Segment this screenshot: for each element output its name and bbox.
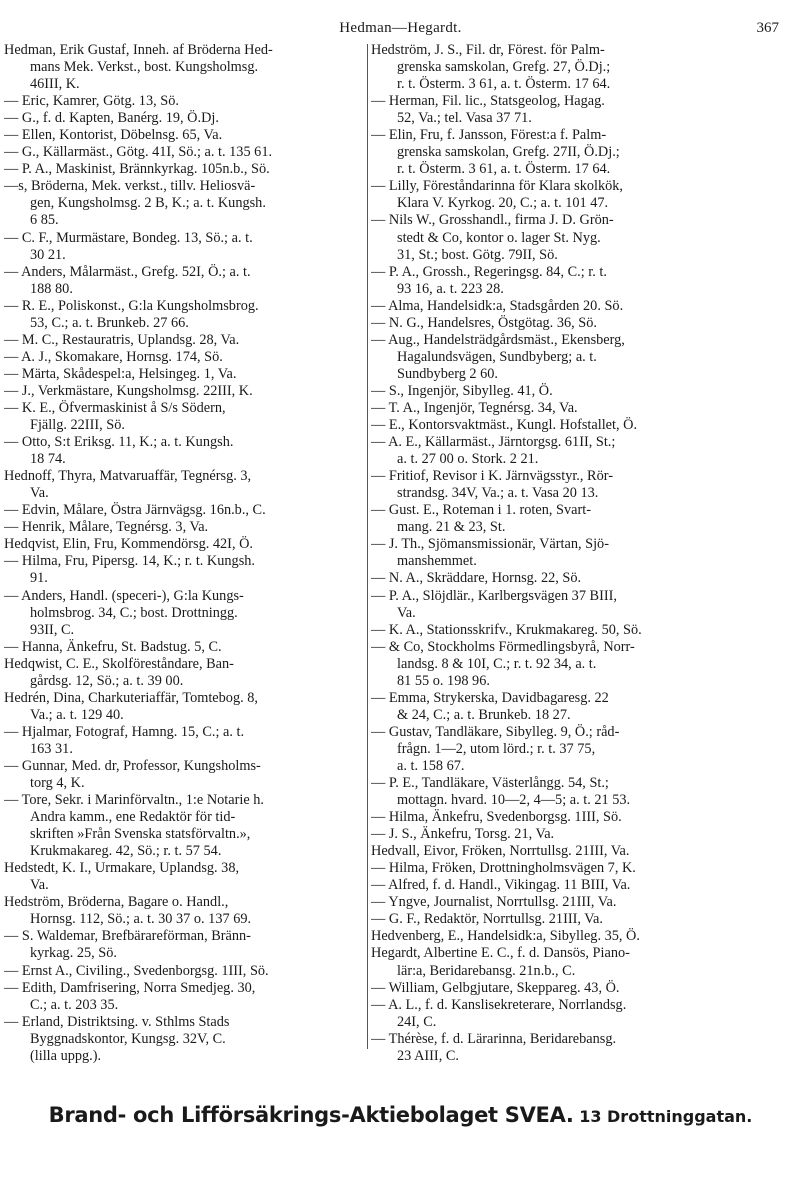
directory-line: — Fritiof, Revisor i K. Järnvägsstyr., Rör- xyxy=(371,468,613,485)
directory-line: Hedström, Bröderna, Bagare o. Handl., xyxy=(4,894,229,911)
directory-line: — J. Th., Sjömansmissionär, Värtan, Sjö- xyxy=(371,536,609,553)
directory-line: Hedvenberg, E., Handelsidk:a, Sibylleg. 35, Ö. xyxy=(371,928,640,945)
directory-line: — & Co, Stockholms Förmedlingsbyrå, Norr- xyxy=(371,638,635,655)
directory-line: Andra kamm., ene Redaktör för tid- xyxy=(30,809,236,826)
directory-line: r. t. Österm. 3 61, a. t. Österm. 17 64. xyxy=(397,161,611,178)
directory-line: 18 74. xyxy=(30,451,66,468)
directory-line: — A. J., Skomakare, Hornsg. 174, Sö. xyxy=(4,348,223,365)
directory-line: — Anders, Målarmäst., Grefg. 52I, Ö.; a. t. xyxy=(4,263,251,280)
directory-line: Sundbyberg 2 60. xyxy=(397,365,499,382)
directory-line: Hedström, J. S., Fil. dr, Förest. för Palm- xyxy=(371,42,605,58)
directory-line: kyrkag. 25, Sö. xyxy=(30,945,117,962)
directory-line: 24I, C. xyxy=(397,1013,437,1030)
directory-line: — Herman, Fil. lic., Statsgeolog, Hagag. xyxy=(371,93,605,110)
directory-line: — Nils W., Grosshandl., firma J. D. Grön- xyxy=(371,212,614,229)
directory-line: — P. A., Grossh., Regeringsg. 84, C.; r. t. xyxy=(371,263,607,280)
directory-line: Va.; a. t. 129 40. xyxy=(30,706,124,723)
directory-line: Hedvall, Eivor, Fröken, Norrtullsg. 21III, Va. xyxy=(371,843,630,860)
directory-line: r. t. Österm. 3 61, a. t. Österm. 17 64. xyxy=(397,76,611,93)
directory-line: — G., f. d. Kapten, Banérg. 19, Ö.Dj. xyxy=(4,110,219,127)
directory-line: — Edith, Damfrisering, Norra Smedjeg. 30, xyxy=(4,979,256,996)
directory-line: — Hjalmar, Fotograf, Hamng. 15, C.; a. t. xyxy=(4,723,245,740)
directory-line: Hedman, Erik Gustaf, Inneh. af Bröderna Hed- xyxy=(4,42,273,58)
directory-line: — Alma, Handelsidk:a, Stadsgården 20. Sö. xyxy=(371,297,624,314)
directory-line: — Märta, Skådespel:a, Helsingeg. 1, Va. xyxy=(4,365,237,382)
directory-line: 31, St.; bost. Götg. 79II, Sö. xyxy=(397,246,558,263)
directory-line: — Ellen, Kontorist, Döbelnsg. 65, Va. xyxy=(4,127,223,144)
directory-line: Hornsg. 112, Sö.; a. t. 30 37 o. 137 69. xyxy=(30,911,252,928)
directory-line: — P. E., Tandläkare, Västerlångg. 54, St.; xyxy=(371,775,609,792)
directory-line: — Eric, Kamrer, Götg. 13, Sö. xyxy=(4,93,179,110)
directory-line: — Anders, Handl. (speceri-), G:la Kungs- xyxy=(4,587,244,604)
directory-line: — S., Ingenjör, Sibylleg. 41, Ö. xyxy=(371,382,553,399)
directory-line: 23 AIII, C. xyxy=(397,1047,459,1064)
page-header xyxy=(18,20,783,42)
directory-line: — G., Källarmäst., Götg. 41I, Sö.; a. t. 135 61. xyxy=(4,144,273,161)
advert-text: Brand- och Lifförsäkrings-Aktiebolaget SVEA. xyxy=(48,1103,574,1127)
directory-line: holmsbrog. 34, C.; bost. Drottningg. xyxy=(30,604,238,621)
directory-line: Hednoff, Thyra, Matvaruaffär, Tegnérsg. 3, xyxy=(4,468,252,485)
directory-line: skriften »Från Svenska statsförvaltn.», xyxy=(30,826,251,843)
directory-line: — R. E., Poliskonst., G:la Kungsholmsbrog. xyxy=(4,297,259,314)
directory-line: — N. G., Handelsres, Östgötag. 36, Sö. xyxy=(371,314,597,331)
directory-line: — Hanna, Änkefru, St. Badstug. 5, C. xyxy=(4,638,222,655)
directory-line: mang. 21 & 23, St. xyxy=(397,519,506,536)
directory-line: Klara V. Kyrkog. 20, C.; a. t. 101 47. xyxy=(397,195,609,212)
directory-line: frågn. 1—2, utom lörd.; r. t. 37 75, xyxy=(397,740,596,757)
directory-line: — Erland, Distriktsing. v. Sthlms Stads xyxy=(4,1013,230,1030)
directory-line: — J., Verkmästare, Kungsholmsg. 22III, K. xyxy=(4,382,253,399)
directory-line: — Alfred, f. d. Handl., Vikingag. 11 BIII, Va. xyxy=(371,877,631,894)
directory-line: — A. L., f. d. Kanslisekreterare, Norrlandsg. xyxy=(371,996,627,1013)
directory-line: — M. C., Restauratris, Uplandsg. 28, Va. xyxy=(4,331,240,348)
directory-line: 6 85. xyxy=(30,212,59,229)
column-divider xyxy=(367,44,368,1049)
directory-line: 93II, C. xyxy=(30,621,75,638)
directory-line: C.; a. t. 203 35. xyxy=(30,996,119,1013)
directory-line: Hedrén, Dina, Charkuteriaffär, Tomtebog. 8, xyxy=(4,689,258,706)
directory-line: —s, Bröderna, Mek. verkst., tillv. Heliosvä- xyxy=(4,178,256,195)
directory-line: gårdsg. 12, Sö.; a. t. 39 00. xyxy=(30,672,184,689)
directory-line: gen, Kungsholmsg. 2 B, K.; a. t. Kungsh. xyxy=(30,195,266,212)
directory-line: grenska samskolan, Grefg. 27, Ö.Dj.; xyxy=(397,59,611,76)
directory-line: — Yngve, Journalist, Norrtullsg. 21III, Va. xyxy=(371,894,617,911)
directory-line: — Gunnar, Med. dr, Professor, Kungsholms- xyxy=(4,757,261,774)
directory-line: 188 80. xyxy=(30,280,73,297)
directory-line: Va. xyxy=(397,604,416,621)
directory-line: a. t. 27 00 o. Stork. 2 21. xyxy=(397,451,539,468)
directory-line: Byggnadskontor, Kungsg. 32V, C. xyxy=(30,1030,226,1047)
directory-line: — Otto, S:t Eriksg. 11, K.; a. t. Kungsh. xyxy=(4,434,234,451)
directory-line: lär:a, Beridarebansg. 21n.b., C. xyxy=(397,962,576,979)
directory-line: — Ernst A., Civiling., Svedenborgsg. 1III, Sö. xyxy=(4,962,269,979)
directory-line: — Emma, Strykerska, Davidbagaresg. 22 xyxy=(371,689,609,706)
directory-line: Fjällg. 22III, Sö. xyxy=(30,417,125,434)
directory-line: (lilla uppg.). xyxy=(30,1047,102,1064)
directory-line: — Henrik, Målare, Tegnérsg. 3, Va. xyxy=(4,519,209,536)
directory-line: — Aug., Handelsträdgårdsmäst., Ekensberg, xyxy=(371,331,625,348)
directory-line: manshemmet. xyxy=(397,553,477,570)
directory-line: — E., Kontorsvaktmäst., Kungl. Hofstallet, Ö. xyxy=(371,417,638,434)
right-column xyxy=(371,42,789,1065)
directory-line: 52, Va.; tel. Vasa 37 71. xyxy=(397,110,532,127)
directory-line: — Hilma, Änkefru, Svedenborgsg. 1III, Sö. xyxy=(371,809,622,826)
directory-line: grenska samskolan, Grefg. 27II, Ö.Dj.; xyxy=(397,144,620,161)
directory-line: a. t. 158 67. xyxy=(397,757,465,774)
directory-line: — Gustav, Tandläkare, Sibylleg. 9, Ö.; råd- xyxy=(371,723,620,740)
footer-advert xyxy=(18,1103,783,1127)
directory-line: — T. A., Ingenjör, Tegnérsg. 34, Va. xyxy=(371,399,578,416)
directory-line: 91. xyxy=(30,570,48,587)
directory-line: — William, Gelbgjutare, Skeppareg. 43, Ö. xyxy=(371,979,620,996)
directory-line: 81 55 o. 198 96. xyxy=(397,672,490,689)
directory-line: Hedstedt, K. I., Urmakare, Uplandsg. 38, xyxy=(4,860,240,877)
directory-line: — G. F., Redaktör, Norrtullsg. 21III, Va. xyxy=(371,911,603,928)
directory-line: — P. A., Slöjdlär., Karlbergsvägen 37 BIII, xyxy=(371,587,617,604)
directory-line: — Hilma, Fru, Pipersg. 14, K.; r. t. Kungsh. xyxy=(4,553,255,570)
directory-line: — C. F., Murmästare, Bondeg. 13, Sö.; a. t. xyxy=(4,229,253,246)
directory-line: Hegardt, Albertine E. C., f. d. Dansös, Piano- xyxy=(371,945,630,962)
directory-line: — K. A., Stationsskrifv., Krukmakareg. 50, Sö. xyxy=(371,621,642,638)
directory-line: — Thérèse, f. d. Lärarinna, Beridarebansg. xyxy=(371,1030,617,1047)
directory-line: 30 21. xyxy=(30,246,66,263)
directory-line: mottagn. hvard. 10—2, 4—5; a. t. 21 53. xyxy=(397,792,631,809)
directory-line: — Tore, Sekr. i Marinförvaltn., 1:e Notarie h. xyxy=(4,792,264,809)
directory-line: — Gust. E., Roteman i 1. roten, Svart- xyxy=(371,502,591,519)
directory-line: Krukmakareg. 42, Sö.; r. t. 57 54. xyxy=(30,843,222,860)
directory-line: — J. S., Änkefru, Torsg. 21, Va. xyxy=(371,826,555,843)
directory-line: — K. E., Öfvermaskinist å S/s Södern, xyxy=(4,399,226,416)
page-number: 367 xyxy=(756,20,779,36)
directory-line: Hedqwist, C. E., Skolföreståndare, Ban- xyxy=(4,655,234,672)
directory-line: Hedqvist, Elin, Fru, Kommendörsg. 42I, Ö. xyxy=(4,536,253,553)
directory-line: Va. xyxy=(30,485,49,502)
directory-line: landsg. 8 & 10I, C.; r. t. 92 34, a. t. xyxy=(397,655,597,672)
directory-line: — Elin, Fru, f. Jansson, Förest:a f. Palm- xyxy=(371,127,607,144)
directory-line: 93 16, a. t. 223 28. xyxy=(397,280,504,297)
directory-line: — N. A., Skräddare, Hornsg. 22, Sö. xyxy=(371,570,582,587)
directory-line: — S. Waldemar, Brefbärareförman, Bränn- xyxy=(4,928,251,945)
directory-line: 163 31. xyxy=(30,740,73,757)
directory-line: 53, C.; a. t. Brunkeb. 27 66. xyxy=(30,314,189,331)
directory-line: stedt & Co, kontor o. lager St. Nyg. xyxy=(397,229,601,246)
directory-line: — A. E., Källarmäst., Järntorgsg. 61II, St.; xyxy=(371,434,616,451)
directory-line: 46III, K. xyxy=(30,76,80,93)
directory-line: torg 4, K. xyxy=(30,775,85,792)
left-column xyxy=(4,42,366,1065)
directory-line: mans Mek. Verkst., bost. Kungsholmsg. xyxy=(30,59,259,76)
advert-address: 13 Drottninggatan. xyxy=(579,1107,753,1126)
page-title: Hedman—Hegardt. xyxy=(339,20,462,36)
directory-line: strandsg. 34V, Va.; a. t. Vasa 20 13. xyxy=(397,485,599,502)
directory-line: — Lilly, Föreståndarinna för Klara skolkök, xyxy=(371,178,623,195)
directory-line: Hagalundsvägen, Sundbyberg; a. t. xyxy=(397,348,597,365)
directory-line: — Hilma, Fröken, Drottningholmsvägen 7, K. xyxy=(371,860,636,877)
directory-line: & 24, C.; a. t. Brunkeb. 18 27. xyxy=(397,706,571,723)
directory-line: — P. A., Maskinist, Brännkyrkag. 105n.b., Sö. xyxy=(4,161,270,178)
directory-line: Va. xyxy=(30,877,49,894)
directory-line: — Edvin, Målare, Östra Järnvägsg. 16n.b., C. xyxy=(4,502,266,519)
